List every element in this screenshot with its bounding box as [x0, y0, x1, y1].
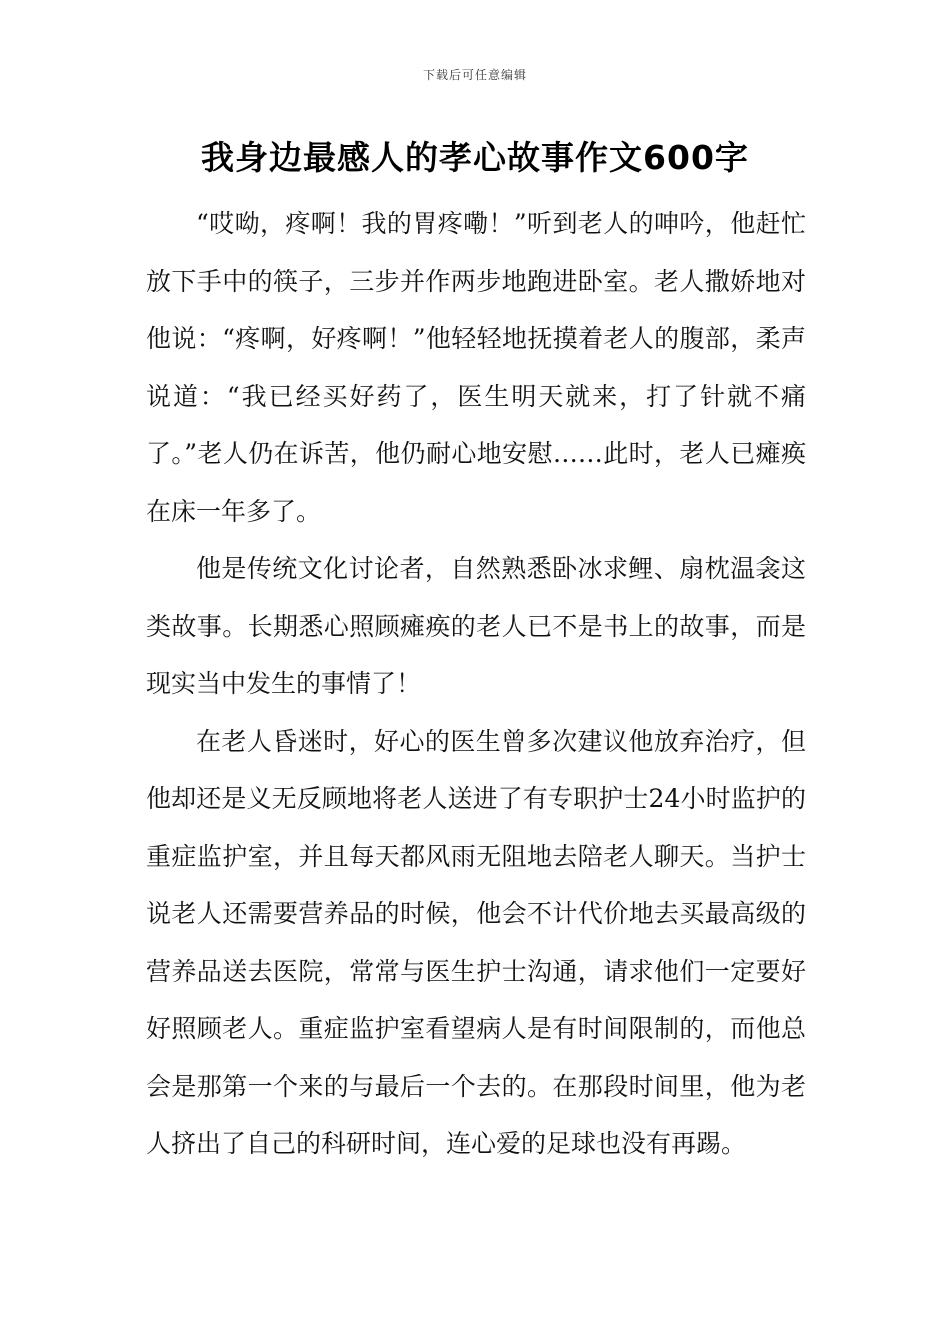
paragraph-1: “哎呦，疼啊！我的胃疼嘞！”听到老人的呻吟，他赶忙放下手中的筷子，三步并作两步地跑进卧室。老人撒娇地对他说：“疼啊，好疼啊！”他轻轻地抚摸着老人的腹部，柔声说道：“我已经买好药了，医生明天就来，打了针就不痛了。”老人仍在诉苦，他仍耐心地安慰……此时，老人已瘫痪在床一年多了。: [146, 209, 806, 526]
document-title: 我身边最感人的孝心故事作文600字: [201, 138, 749, 177]
paragraph-2: 他是传统文化讨论者，自然熟悉卧冰求鲤、扇枕温衾这类故事。长期悉心照顾瘫痪的老人已不是书上的故事，而是现实当中发生的事情了！: [146, 554, 806, 698]
header-note: 下载后可任意编辑: [422, 68, 527, 82]
paragraph-3: 在老人昏迷时，好心的医生曾多次建议他放弃治疗，但他却还是义无反顾地将老人送进了有专职护士24小时监护的重症监护室，并且每天都风雨无阻地去陪老人聊天。当护士说老人还需要营养品的时候，他会不计代价地去买最高级的营养品送去医院，常常与医生护士沟通，请求他们一定要好好照顾老人。重症监护室看望病人是有时间限制的，而他总会是那第一个来的与最后一个去的。在那段时间里，他为老人挤出了自己的科研时间，连心爱的足球也没有再踢。: [146, 726, 806, 1158]
document-body: [146, 195, 806, 1173]
